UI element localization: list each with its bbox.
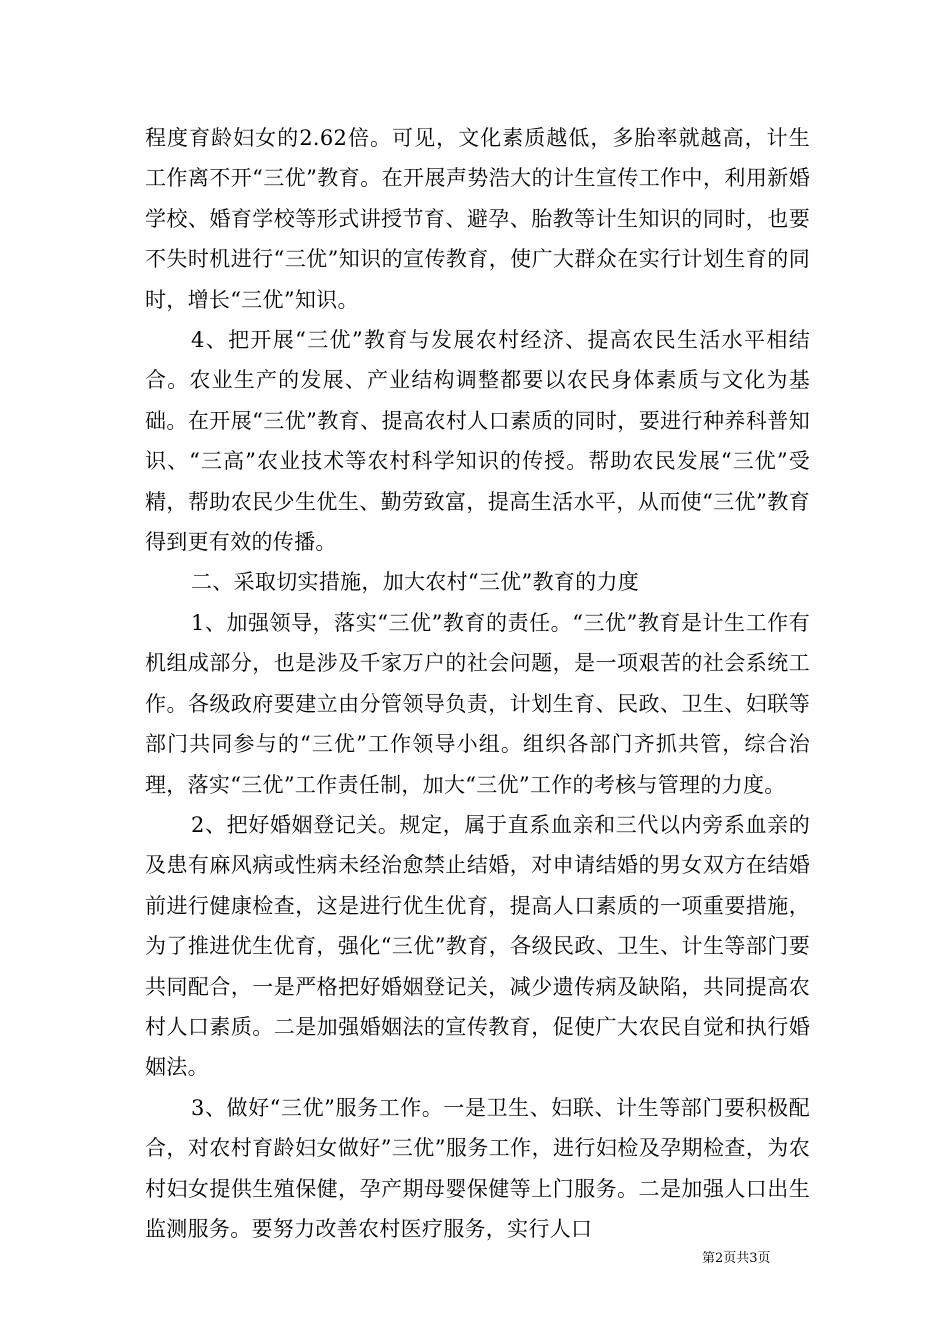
paragraph-3: 1、加强领导，落实“三优”教育的责任。“三优”教育是计生工作有机组成部分，也是涉及千家万户的社会问题，是一项艰苦的社会系统工作。各级政府要建立由分管领导负责，计划生育、民政、卫生、妇联等部门共同参与的“三优”工作领导小组。组织各部门齐抓共管，综合治理，落实“三优”工作责任制，加大“三优”工作的考核与管理的力度。 (145, 610, 810, 797)
page-number-footer: 第2页共3页 (702, 1251, 771, 1266)
paragraph-2: 4、把开展“三优”教育与发展农村经济、提高农民生活水平相结合。农业生产的发展、产业结构调整都要以农民身体素质与文化为基础。在开展“三优”教育、提高农村人口素质的同时，要进行种养科普知识、“三高”农业技术等农村科学知识的传授。帮助农民发展“三优”受精，帮助农民少生优生、勤劳致富，提高生活水平，从而使“三优”教育得到更有效的传播。 (145, 328, 810, 555)
paragraph-5: 3、做好“三优”服务工作。一是卫生、妇联、计生等部门要积极配合，对农村育龄妇女做好”三优”服务工作，进行妇检及孕期检查，为农村妇女提供生殖保健，孕产期母婴保健等上门服务。二是加强人口出生监测服务。要努力改善农村医疗服务，实行人口 (145, 1095, 810, 1241)
paragraph-4: 2、把好婚姻登记关。规定，属于直系血亲和三代以内旁系血亲的及患有麻风病或性病未经治愈禁止结婚，对申请结婚的男女双方在结婚前进行健康检查，这是进行优生优育，提高人口素质的一项重要措施，为了推进优生优育，强化“三优”教育，各级民政、卫生、计生等部门要共同配合，一是严格把好婚姻登记关，减少遗传病及缺陷，共同提高农村人口素质。二是加强婚姻法的宣传教育，促使广大农民自觉和执行婚姻法。 (145, 812, 810, 1080)
paragraph-1: 程度育龄妇女的2.62倍。可见，文化素质越低，多胎率就越高，计生工作离不开“三优”教育。在开展声势浩大的计生宣传工作中，利用新婚学校、婚育学校等形式讲授节育、避孕、胎教等计生知识的同时，也要不失时机进行“三优”知识的宣传教育，使广大群众在实行计划生育的同时，增长“三优”知识。 (145, 126, 810, 312)
section-heading: 二、采取切实措施，加大农村“三优”教育的力度 (191, 570, 640, 595)
document-body (145, 118, 810, 1249)
